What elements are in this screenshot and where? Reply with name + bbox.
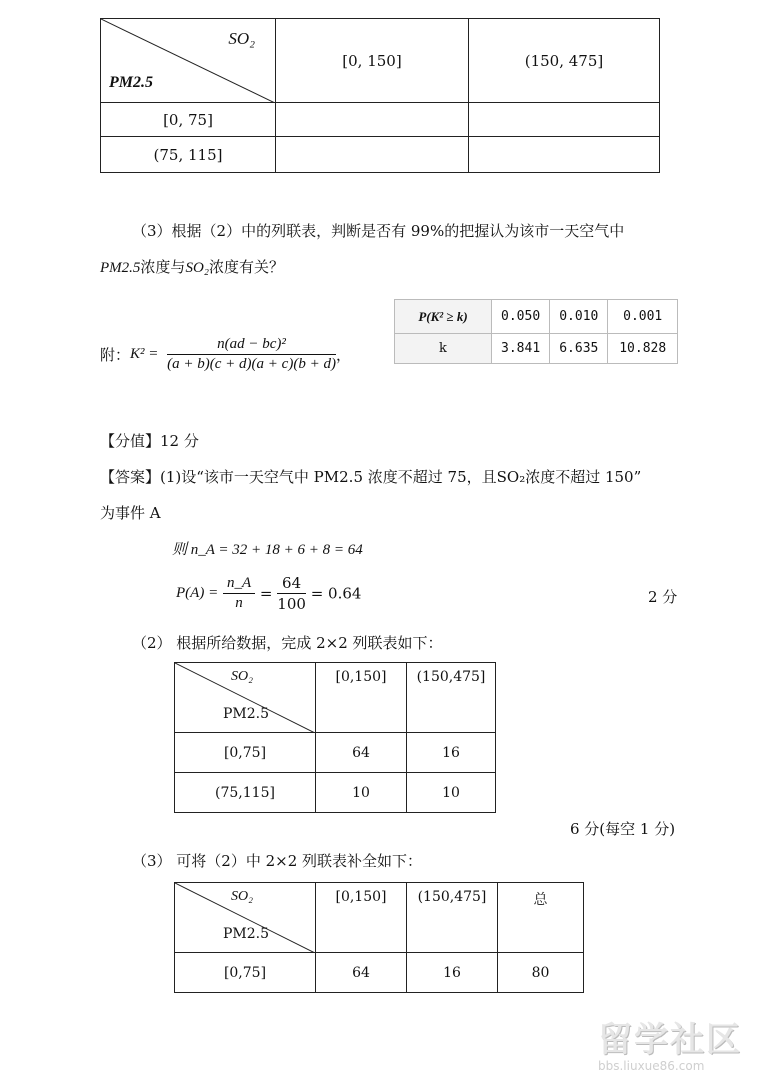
cell2-r2c1: 10 <box>316 773 407 813</box>
k2-symbol: K² = <box>130 346 159 362</box>
cell-r2c1 <box>276 137 469 173</box>
part2-title: （2） 根据所给数据，完成 2×2 列联表如下： <box>132 634 443 652</box>
prob-left: P(A) = <box>176 585 219 601</box>
equation-probability: P(A) = $\frac{n\_A}{n}$ = $\frac{64}{100}$ = 0.64 <box>176 574 362 613</box>
row-header-2-1: [0,75] <box>175 733 316 773</box>
row-header-2-2: (75,115] <box>175 773 316 813</box>
k2-fraction <box>167 336 336 373</box>
appendix-label: 附： <box>100 346 131 364</box>
watermark-logo <box>598 1012 742 1073</box>
mid-text: 浓度与 <box>140 258 186 276</box>
fraction-na-n <box>223 575 255 612</box>
col-header-3-1: [0,150] <box>316 883 407 953</box>
k2-numerator: n(ad − bc)² <box>167 336 336 355</box>
cell3-r1c1: 64 <box>316 953 407 993</box>
watermark-url: bbs.liuxue86.com <box>598 1059 705 1073</box>
cell3-r1c3: 80 <box>498 953 584 993</box>
frac1-numerator: n_A <box>223 575 255 594</box>
watermark-main: 留学社区 <box>598 1020 742 1060</box>
cell-r1c1 <box>276 103 469 137</box>
cell-r1c2 <box>469 103 660 137</box>
p-value-2: 0.010 <box>550 300 608 334</box>
pm25-term: PM2.5 <box>100 260 141 276</box>
cell-r2c2 <box>469 137 660 173</box>
col-header-3-3: 总 <box>498 883 584 953</box>
fraction-64-100 <box>277 574 306 613</box>
answer-line1: 【答案】(1)设“该市一天空气中 PM2.5 浓度不超过 75，且SO₂浓度不超过 150” <box>100 468 642 486</box>
contingency-table-totals <box>174 882 584 993</box>
row-header-pm25: PM2.5 <box>109 74 153 91</box>
row-header-2: (75, 115] <box>101 137 276 173</box>
part3-title: （3） 可将（2）中 2×2 列联表补全如下： <box>132 852 423 870</box>
k-table-head: P(K² ≥ k) <box>395 300 492 334</box>
cell2-r1c1: 64 <box>316 733 407 773</box>
frac1-denominator: n <box>235 595 243 611</box>
diagonal-header-cell-3 <box>175 883 316 953</box>
k-value-1: 3.841 <box>492 334 550 364</box>
col-header-1: [0, 150] <box>276 19 469 103</box>
col-header-so2-2: SO₂ <box>231 669 253 684</box>
k-value-2: 6.635 <box>550 334 608 364</box>
col-header-3-2: (150,475] <box>407 883 498 953</box>
tail-text: 浓度有关？ <box>209 258 285 276</box>
so2-term: SO₂ <box>185 260 209 276</box>
frac2-denominator: 100 <box>277 595 306 613</box>
col-header-so2: SO₂ <box>228 29 255 48</box>
question-3-line2 <box>100 256 284 277</box>
row-header-3-1: [0,75] <box>175 953 316 993</box>
points-part2: 6 分(每空 1 分) <box>570 820 676 838</box>
answer-line2: 为事件 A <box>100 504 161 522</box>
col-header-2-2: (150,475] <box>407 663 496 733</box>
cell2-r1c2: 16 <box>407 733 496 773</box>
p-value-1: 0.050 <box>492 300 550 334</box>
diagonal-header-cell <box>101 19 276 103</box>
row-header-1: [0, 75] <box>101 103 276 137</box>
cell3-r1c2: 16 <box>407 953 498 993</box>
frac2-numerator: 64 <box>277 574 306 594</box>
contingency-table-blank <box>100 18 660 173</box>
row-header-pm25-2: PM2.5 <box>223 706 270 722</box>
col-header-2-1: [0,150] <box>316 663 407 733</box>
col-header-so2-3: SO₂ <box>231 889 253 904</box>
prob-right: = 0.64 <box>310 584 362 603</box>
equation-na: 则 n_A = 32 + 18 + 6 + 8 = 64 <box>172 542 363 558</box>
critical-value-table <box>394 299 678 364</box>
contingency-table-filled <box>174 662 496 813</box>
score-line: 【分值】12 分 <box>100 432 199 450</box>
row-header-pm25-3: PM2.5 <box>223 926 270 942</box>
p-value-3: 0.001 <box>608 300 678 334</box>
col-header-2: (150, 475] <box>469 19 660 103</box>
appendix-comma: ， <box>335 346 351 364</box>
diagonal-header-cell-2 <box>175 663 316 733</box>
appendix-formula <box>100 336 351 373</box>
k-value-3: 10.828 <box>608 334 678 364</box>
question-3-line1: （3）根据（2）中的列联表，判断是否有 99%的把握认为该市一天空气中 <box>132 222 625 240</box>
cell2-r2c2: 10 <box>407 773 496 813</box>
points-part1: 2 分 <box>648 588 678 606</box>
k-label: k <box>395 334 492 364</box>
k2-denominator: (a + b)(c + d)(a + c)(b + d) <box>167 356 336 372</box>
